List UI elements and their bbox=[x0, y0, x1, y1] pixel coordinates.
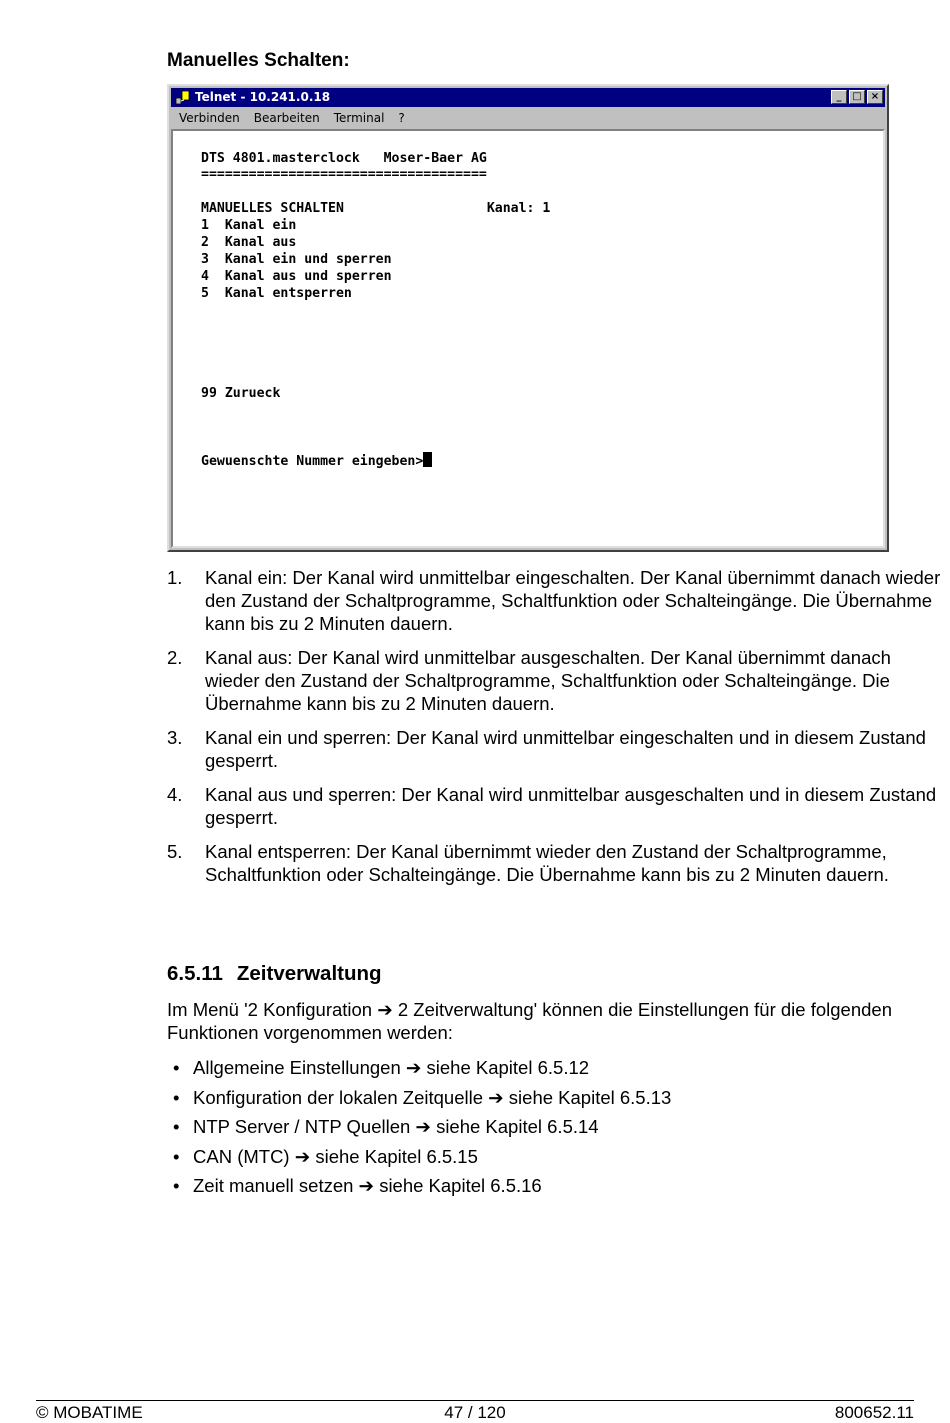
list-item bbox=[167, 1115, 671, 1138]
list-item bbox=[167, 646, 942, 715]
bullet: • bbox=[173, 1116, 180, 1137]
terminal-prompt-line bbox=[201, 452, 432, 470]
list-text: Kanal entsperren: Der Kanal übernimmt wieder den Zustand der Schaltprogramme, Schaltfunktion oder Schalteingänge. Die Übernahme kann bis zu 2 Minuten dauern. bbox=[205, 841, 889, 885]
minimize-button[interactable]: _ bbox=[831, 90, 847, 104]
bullet: • bbox=[173, 1086, 180, 1108]
bullet-list bbox=[167, 1056, 671, 1204]
list-item bbox=[167, 1056, 671, 1079]
terminal-line: 99 Zurueck bbox=[201, 386, 281, 401]
terminal-line: 5 Kanal entsperren bbox=[201, 286, 352, 301]
footer-divider bbox=[36, 1400, 914, 1401]
list-text: Kanal aus: Der Kanal wird unmittelbar ausgeschalten. Der Kanal übernimmt danach wieder den Zustand der Schaltprogramme, Schaltfunktion oder Schalteingänge. Die Übernahme kann bis zu 2 Minuten dauern. bbox=[205, 647, 891, 714]
terminal-screen[interactable] bbox=[171, 129, 885, 548]
terminal-line: DTS 4801.masterclock Moser-Baer AG bbox=[201, 151, 487, 166]
terminal-line: 2 Kanal aus bbox=[201, 235, 297, 250]
list-number: 2. bbox=[167, 647, 183, 668]
bullet-text: Zeit manuell setzen ➔ siehe Kapitel 6.5.16 bbox=[193, 1175, 542, 1196]
list-number: 1. bbox=[167, 567, 183, 588]
list-item bbox=[167, 1174, 671, 1197]
telnet-app-icon bbox=[175, 90, 190, 105]
list-number: 4. bbox=[167, 784, 183, 805]
bullet-text: Allgemeine Einstellungen ➔ siehe Kapitel 6.5.12 bbox=[193, 1057, 590, 1078]
list-text: Kanal ein und sperren: Der Kanal wird unmittelbar eingeschalten und in diesem Zustand gesperrt. bbox=[205, 727, 926, 771]
list-item bbox=[167, 1145, 671, 1168]
list-item bbox=[167, 726, 942, 772]
text-cursor bbox=[423, 452, 432, 467]
bullet: • bbox=[173, 1175, 180, 1196]
bullet: • bbox=[173, 1057, 180, 1078]
list-item bbox=[167, 566, 942, 635]
footer-page-number: 47 / 120 bbox=[444, 1403, 506, 1422]
section-intro: Im Menü '2 Konfiguration ➔ 2 Zeitverwaltung' können die Einstellungen für die folgenden Funktionen vorgenommen werden: bbox=[167, 999, 892, 1043]
section-number: 6.5.11 bbox=[167, 962, 223, 985]
close-button[interactable]: × bbox=[867, 90, 883, 104]
list-text: Kanal aus und sperren: Der Kanal wird unmittelbar ausgeschalten und in diesem Zustand gesperrt. bbox=[205, 784, 937, 828]
footer-doc-number: 800652.11 bbox=[834, 1403, 914, 1422]
menu-help[interactable]: ? bbox=[398, 111, 405, 125]
telnet-window bbox=[167, 84, 889, 552]
list-text: Kanal ein: Der Kanal wird unmittelbar eingeschalten. Der Kanal übernimmt danach wieder den Zustand der Schaltprogramme, Schaltfunktion oder Schalteingänge. Die Übernahme kann bis zu 2 Minuten dauern. bbox=[205, 567, 941, 634]
terminal-line: 3 Kanal ein und sperren bbox=[201, 252, 392, 267]
menu-terminal[interactable]: Terminal bbox=[333, 111, 385, 125]
window-titlebar[interactable] bbox=[171, 88, 885, 107]
numbered-list bbox=[167, 566, 942, 897]
terminal-prompt: Gewuenschte Nummer eingeben> bbox=[201, 454, 424, 469]
bullet-text: NTP Server / NTP Quellen ➔ siehe Kapitel 6.5.14 bbox=[193, 1116, 599, 1137]
section-title: Zeitverwaltung bbox=[236, 962, 382, 985]
section-heading-zeitverwaltung bbox=[167, 962, 382, 986]
terminal-line: 4 Kanal aus und sperren bbox=[201, 269, 392, 284]
list-item bbox=[167, 1086, 671, 1109]
menu-bar bbox=[171, 108, 885, 128]
list-item bbox=[167, 840, 942, 886]
menu-bearbeiten[interactable]: Bearbeiten bbox=[253, 111, 320, 125]
window-title: Telnet - 10.241.0.18 bbox=[195, 90, 331, 104]
list-number: 3. bbox=[167, 727, 183, 748]
maximize-button[interactable]: □ bbox=[849, 90, 865, 104]
list-item bbox=[167, 783, 942, 829]
terminal-line: ==================================== bbox=[201, 167, 487, 182]
bullet-text: CAN (MTC) ➔ siehe Kapitel 6.5.15 bbox=[193, 1145, 478, 1167]
bullet: • bbox=[173, 1145, 180, 1167]
list-number: 5. bbox=[167, 841, 183, 862]
section-heading-manuelles-schalten: Manuelles Schalten: bbox=[167, 50, 350, 71]
terminal-line: MANUELLES SCHALTEN Kanal: 1 bbox=[201, 201, 551, 216]
footer-copyright: © MOBATIME bbox=[36, 1403, 143, 1422]
bullet-text: Konfiguration der lokalen Zeitquelle ➔ siehe Kapitel 6.5.13 bbox=[193, 1086, 672, 1108]
menu-verbinden[interactable]: Verbinden bbox=[179, 111, 240, 125]
terminal-line: 1 Kanal ein bbox=[201, 218, 297, 233]
